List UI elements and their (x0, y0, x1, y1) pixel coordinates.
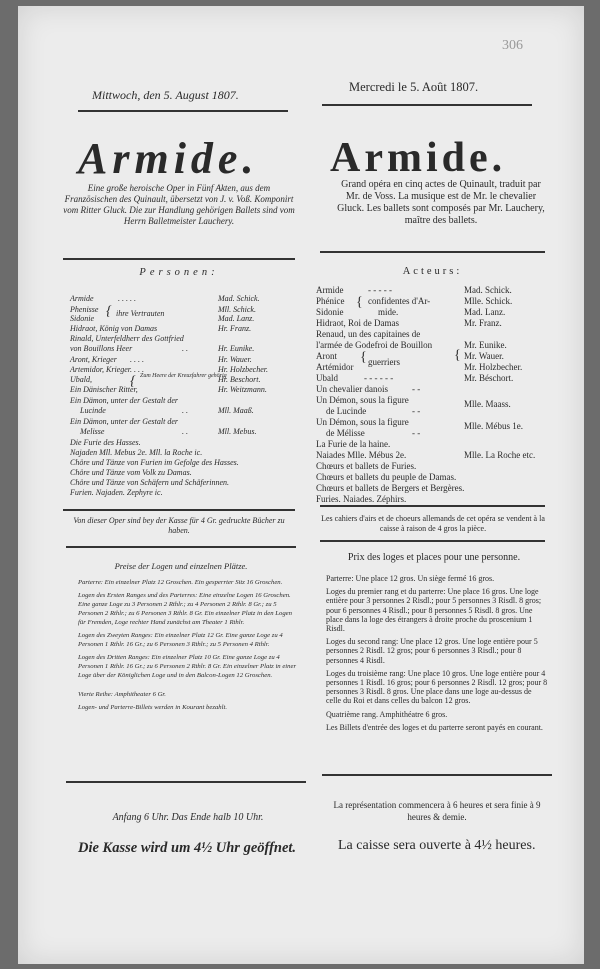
rule (63, 258, 295, 260)
cast-actor: Mll. Maaß. (218, 406, 254, 415)
price-entry: Logen des Zweyten Ranges: Ein einzelner Platz 12 Gr. Eine ganze Loge zu 4 Personen 1 Rthlr. 16 Gr.; zu 6 Personen 3 Rthlr.; zu 5 Personen 4 Rthlr. (78, 632, 283, 648)
price-entry: Logen des Dritten Ranges: Ein einzelner Platz 10 Gr. Eine ganze Loge zu 4 Personen 1 Rthlr. 16 Gr.; zu 6 Personen 2 Rthlr. 8 Gr. Ein einzelner Platz in einer Loge über der Königlichen Loge und in den Balcon-Logen 12 Groschen. (78, 654, 297, 679)
prices-german (78, 574, 298, 712)
cast-actor: Mad. Schick. (464, 285, 512, 295)
cast-group: confidentes d'Ar- (368, 296, 431, 306)
cast-dots: . . (182, 344, 188, 353)
price-entry: Les Billets d'entrée des loges et du parterre seront payés en courant. (326, 722, 543, 732)
subtitle-french: Grand opéra en cinq actes de Quinault, traduit par Mr. de Voss. La musique est de Mr. le chevalier Gluck. Les ballets sont composés par Mr. Lauchery, maître des ballets. (337, 179, 545, 226)
cast-role: Artemidor, Krieger (70, 365, 131, 374)
cast-actor: Mr. Wauer. (464, 351, 504, 361)
cast-brace: { (356, 295, 363, 310)
cast-group: Zum Heere der Kreuzfahrer gehörig (140, 373, 227, 379)
cast-dots: . . . . . (118, 294, 136, 303)
cast-role: Chœurs et ballets du peuple de Damas. (316, 472, 457, 482)
rule (66, 546, 296, 548)
cast-role: Sidonie (70, 314, 94, 323)
cast-group: mide. (378, 307, 399, 317)
cast-dots: . . (182, 427, 188, 436)
date-french: Mercredi le 5. Août 1807. (349, 80, 479, 94)
title-french: Armide. (330, 135, 507, 181)
cast-actor: Mad. Schick. (218, 294, 260, 303)
cast-dots: - - - - - (368, 285, 392, 295)
cast-brace: { (106, 304, 112, 319)
cast-role: Die Furie des Hasses. (70, 438, 141, 447)
cast-actor: Hr. Eunike. (218, 344, 255, 353)
cast-role: von Bouillons Heer (70, 344, 133, 353)
cast-role: Chöre und Tänze von Furien im Gefolge des Hasses. (70, 458, 239, 467)
price-entry: Loges du second rang: Une place 12 gros. Une loge entière pour 5 personnes 2 Risdl. 12 gros; pour 6 personnes 3 Risdl.; pour 8 personnes 4 Risdl. (326, 637, 538, 665)
cast-brace: { (360, 350, 367, 365)
cast-role: Ubald (316, 373, 338, 383)
title-german: Armide. (78, 134, 259, 183)
rule (320, 251, 545, 253)
cast-actor: Mlle. Mébus 1e. (464, 421, 523, 431)
cast-role: Melisse (80, 427, 105, 436)
cast-actor: Hr. Beschort. (218, 375, 261, 384)
cast-dots: . . (182, 406, 188, 415)
cast-actor: Hr. Franz. (218, 324, 252, 333)
cast-dots: . . . . (130, 365, 144, 374)
libretto-note-french: Les cahiers d'airs et de choeurs allemands de cet opéra se vendent à la caisse à raison de 4 gros la pièce. (321, 514, 545, 533)
cast-role: Lucinde (80, 406, 106, 415)
price-entry: Loges du premier rang et du parterre: Une place 16 gros. Une loge entière pour 3 personnes 2 Risdl.; pour 5 personnes 3 Risdl. 8 gros; pour 6 personnes 4 Risdl.; pour 8 personnes 5 Risdl. 8 gros. Une place dans la loge des étrangers à droite proche du proscenium 1 Risdl. (326, 587, 542, 634)
cast-group: ihre Vertrauten (116, 309, 165, 318)
cast-heading-german: Personen: (139, 267, 219, 278)
cast-role: Furien. Najaden. Zephyre ic. (70, 488, 163, 497)
cast-role: Renaud, un des capitaines de (316, 329, 421, 339)
date-german: Mittwoch, den 5. August 1807. (92, 88, 239, 102)
price-entry: Logen des Ersten Ranges und des Parterres: Eine einzelne Logen 16 Groschen. Eine ganze Loge zu 3 Personen 2 Rthlr.; zu 4 Personen 2 Rthlr. 8 Gr.; zu 5 Personen 2 Rthlr.; zu 6 Personen 3 Rthlr. 8 Gr. Ein einzelner Platz in den Logen für Fremden, Loge rechter Hand zunächst am Theater 1 Rthlr. (78, 592, 292, 626)
box-office-french: La caisse sera ouverte à 4½ heures. (338, 838, 536, 853)
cast-role: de Mélisse (326, 428, 365, 438)
cast-role: Chöre und Tänze vom Volk zu Damas. (70, 468, 192, 477)
cast-actor: Mr. Béschort. (464, 373, 514, 383)
cast-dots: . . . . (130, 355, 144, 364)
archive-page-number: 306 (502, 38, 523, 53)
rule (78, 110, 288, 112)
cast-role: Armide (70, 294, 94, 303)
cast-role: Ein Dämon, unter der Gestalt der (70, 396, 178, 405)
cast-role: Phenisse (70, 305, 99, 314)
cast-role: de Lucinde (326, 406, 367, 416)
cast-brace: { (454, 348, 461, 363)
rule (322, 774, 552, 776)
cast-role: Ubald, (70, 375, 92, 384)
cast-role: Chöre und Tänze von Schäfern und Schäferinnen. (70, 478, 230, 487)
cast-role: Hidraot, Roi de Damas (316, 318, 399, 328)
cast-actor: Mr. Franz. (464, 318, 502, 328)
cast-actor: Hr. Weitzmann. (218, 385, 267, 394)
cast-role: La Furie de la haine. (316, 439, 391, 449)
cast-actor: Mad. Lanz. (218, 314, 255, 323)
cast-role: Phénice (316, 296, 345, 306)
price-entry: Vierte Reihe: Amphitheater 6 Gr. (78, 691, 166, 698)
cast-actor: Mlle. La Roche etc. (464, 450, 536, 460)
cast-dots: - - - - - - (364, 373, 394, 383)
price-entry: Parterre: Ein einzelner Platz 12 Groschen. Ein gesperrter Sitz 16 Groschen. (78, 579, 283, 586)
start-time-german: Anfang 6 Uhr. Das Ende halb 10 Uhr. (112, 812, 264, 823)
cast-actor: Mr. Holzbecher. (464, 362, 523, 372)
libretto-note-german: Von dieser Oper sind bey der Kasse für 4 Gr. gedruckte Bücher zu haben. (73, 516, 285, 535)
cast-role: Furies. Naiades. Zéphirs. (316, 494, 407, 504)
cast-actor: Mlle. Schick. (464, 296, 513, 306)
cast-heading-french: Acteurs: (402, 266, 463, 277)
cast-role: Najaden Mll. Mebus 2e. Mll. la Roche ic. (70, 448, 203, 457)
cast-dots: - - (412, 384, 421, 394)
subtitle-german: Eine große heroische Oper in Fünf Akten, aus dem Französischen des Quinault, übersetzt von J. v. Voß. Komponirt vom Ritter Gluck. Die zur Handlung gehörigen Ballets sind vom Herrn Balletmeister Lauchery. (63, 183, 295, 226)
rule (320, 540, 545, 542)
cast-role: l'armée de Godefroi de Bouillon (316, 340, 433, 350)
cast-role: Naiades Mlle. Mébus 2e. (316, 450, 407, 460)
rule (66, 781, 306, 783)
cast-role: Ein Dämon, unter der Gestalt der (70, 417, 178, 426)
cast-actor: Mll. Schick. (218, 305, 256, 314)
cast-role: Artémidor (316, 362, 354, 372)
cast-role: Sidonie (316, 307, 344, 317)
price-entry: Logen- und Parterre-Billets werden in Kourant bezahlt. (78, 704, 228, 711)
cast-role: Ein Dänischer Ritter, (70, 385, 138, 394)
prices-heading-french: Prix des loges et places pour une personne. (347, 552, 521, 563)
rule (320, 505, 545, 507)
cast-role: Armide (316, 285, 344, 295)
cast-role: Rinald, Unterfeldherr des Gottfried (70, 334, 184, 343)
box-office-german: Die Kasse wird um 4½ Uhr geöffnet. (78, 840, 297, 856)
cast-group: guerriers (368, 357, 400, 367)
cast-actor: Hr. Wauer. (218, 355, 252, 364)
price-entry: Quatrième rang. Amphithéatre 6 gros. (326, 709, 448, 719)
cast-role: Aront (316, 351, 337, 361)
cast-actor: Mlle. Maass. (464, 399, 511, 409)
cast-actor: Mr. Eunike. (464, 340, 507, 350)
cast-role: Un Démon, sous la figure (316, 417, 409, 427)
price-entry: Loges du troisième rang: Une place 10 gros. Une loge entière pour 4 personnes 1 Risdl. 16 gros; pour 6 personnes 2 Risdl. 12 gros; pour 8 personnes 3 Risdl. 8 gros. Une place dans une loge au-dessus de celle du Roi et dans celles du balcon 12 gros. (326, 668, 548, 706)
cast-role: Chœurs et ballets de Bergers et Bergères. (316, 483, 465, 493)
cast-dots: - - (412, 428, 421, 438)
cast-role: Aront, Krieger (70, 355, 117, 364)
cast-actor: Mll. Mebus. (218, 427, 257, 436)
cast-dots: - - (412, 406, 421, 416)
cast-role: Chœurs et ballets de Furies. (316, 461, 417, 471)
cast-role: Un chevalier danois (316, 384, 388, 394)
cast-role: Hidraot, König von Damas (70, 324, 158, 333)
cast-brace: { (130, 374, 136, 389)
price-entry: Parterre: Une place 12 gros. Un siège fermé 16 gros. (326, 574, 495, 583)
rule (63, 509, 295, 511)
cast-actor: Mad. Lanz. (464, 307, 506, 317)
cast-actor: Hr. Holzbecher. (218, 365, 268, 374)
cast-role: Un Démon, sous la figure (316, 395, 409, 405)
rule (322, 104, 532, 106)
prices-heading-german: Preise der Logen und einzelnen Plätze. (114, 561, 248, 571)
start-time-french: La représentation commencera à 6 heures et sera finie à 9 heures & demie. (333, 800, 541, 822)
prices-french (326, 570, 548, 732)
